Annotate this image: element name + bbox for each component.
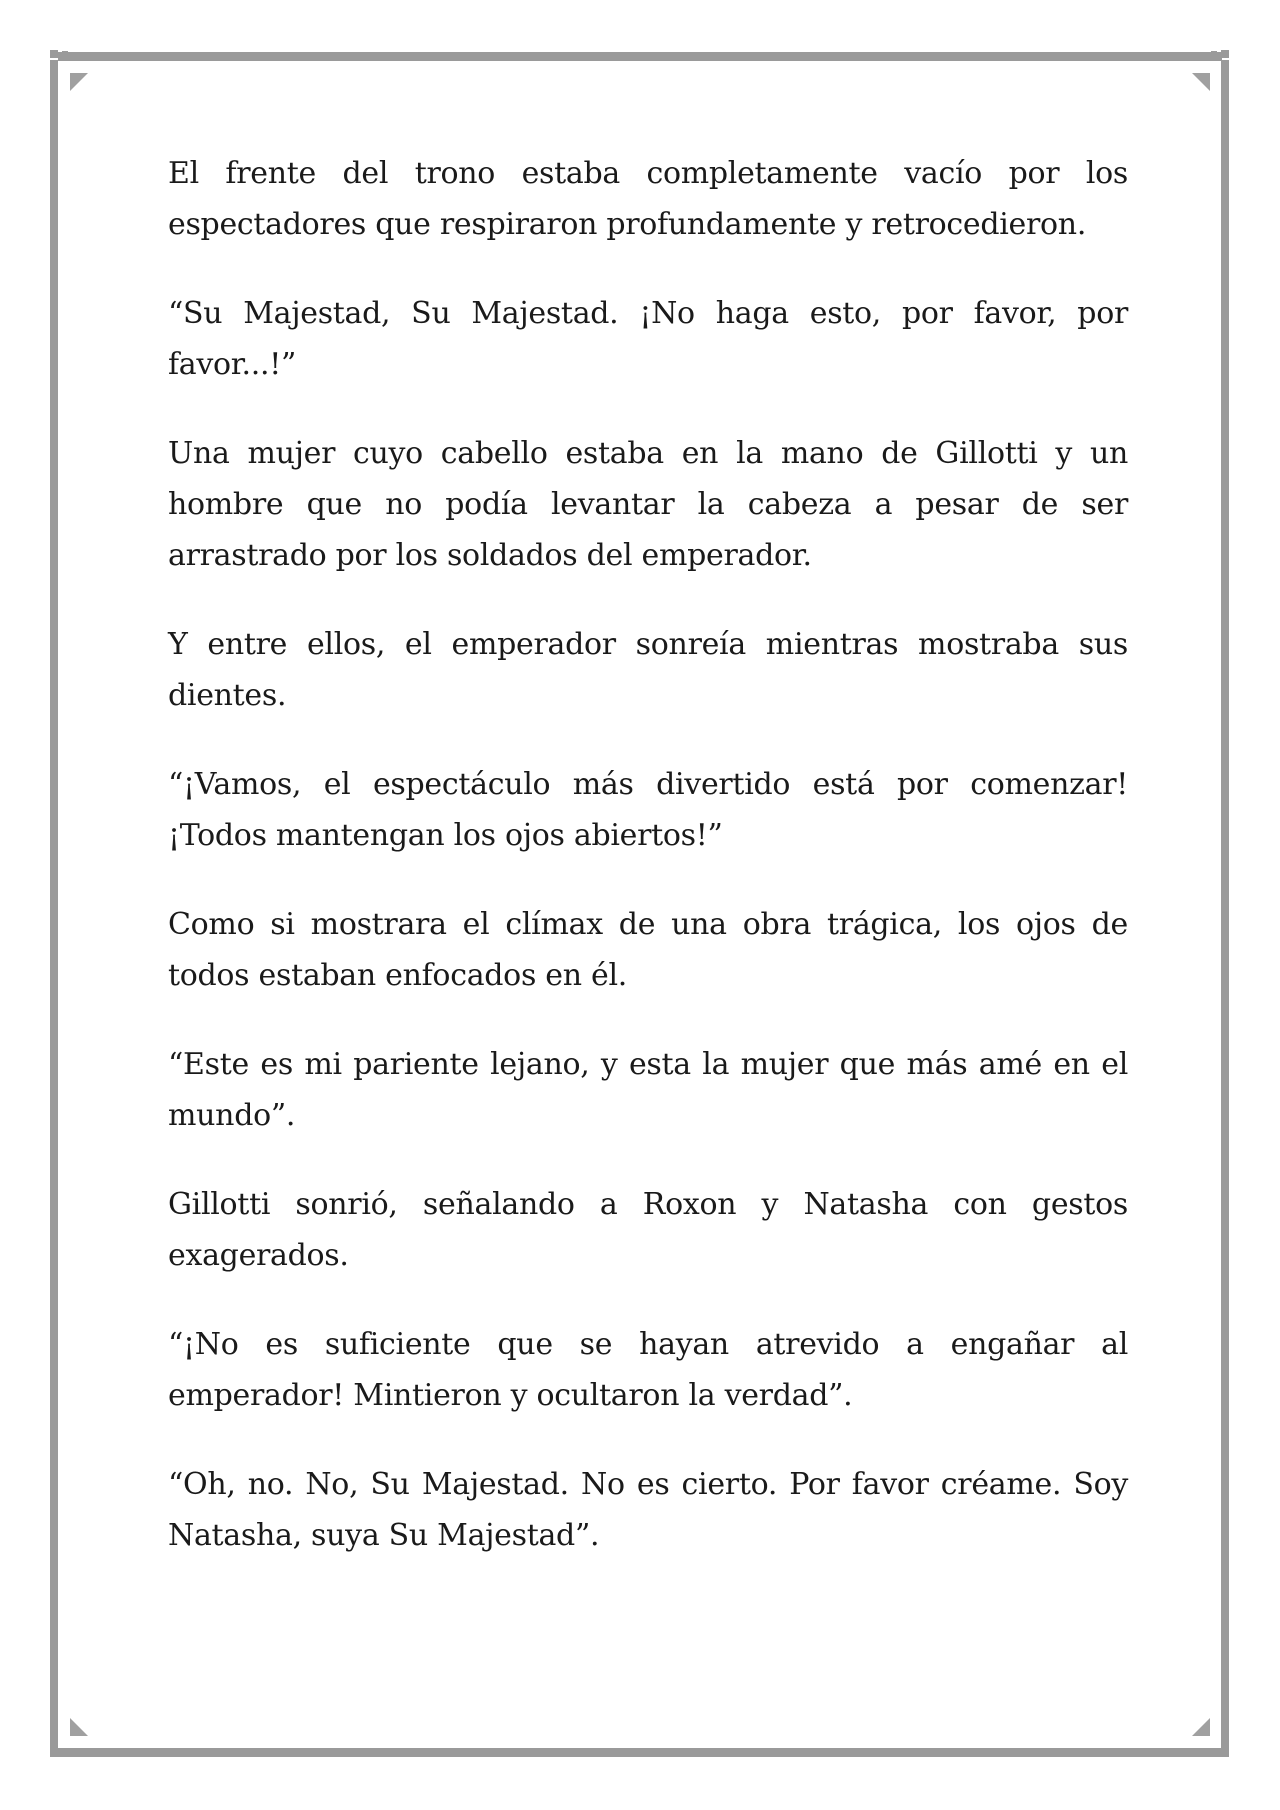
paragraph: “¡Vamos, el espectáculo más divertido está por comenzar! ¡Todos mantengan los ojos abiertos!” (168, 767, 1128, 853)
corner-ornament-top-left (50, 50, 58, 58)
corner-triangle-bottom-left (70, 1718, 88, 1736)
frame-left-border (50, 60, 58, 1750)
corner-ornament-bottom-right-dot (1222, 1739, 1228, 1745)
corner-ornament-bottom-right-dot (1211, 1750, 1217, 1756)
corner-ornament-bottom-left-dot (62, 1750, 68, 1756)
corner-ornament-top-right-dot (1211, 51, 1217, 57)
corner-ornament-top-right-dot (1222, 62, 1228, 68)
paragraph: Como si mostrara el clímax de una obra trágica, los ojos de todos estaban enfocados en él. (168, 907, 1128, 993)
paragraph: “Este es mi pariente lejano, y esta la mujer que más amé en el mundo”. (168, 1047, 1128, 1133)
frame-bottom-border (58, 1748, 1222, 1757)
corner-ornament-bottom-right (1221, 1749, 1229, 1757)
corner-ornament-top-left-dot (51, 62, 57, 68)
corner-triangle-top-left (70, 73, 88, 91)
corner-triangle-top-right (1192, 73, 1210, 91)
corner-ornament-top-right (1221, 50, 1229, 58)
paragraph: Gillotti sonrió, señalando a Roxon y Natasha con gestos exagerados. (168, 1187, 1128, 1273)
corner-triangle-bottom-right (1192, 1718, 1210, 1736)
paragraph: “Su Majestad, Su Majestad. ¡No haga esto, por favor, por favor...!” (168, 296, 1128, 382)
frame-right-border (1221, 60, 1229, 1750)
story-text (168, 148, 1128, 1599)
paragraph: Una mujer cuyo cabello estaba en la mano de Gillotti y un hombre que no podía levantar la cabeza a pesar de ser arrastrado por los soldados del emperador. (168, 436, 1128, 573)
corner-ornament-bottom-left (50, 1749, 58, 1757)
corner-ornament-top-left-dot (62, 51, 68, 57)
paragraph: El frente del trono estaba completamente vacío por los espectadores que respiraron profundamente y retrocedieron. (168, 156, 1128, 242)
paragraph: “Oh, no. No, Su Majestad. No es cierto. Por favor créame. Soy Natasha, suya Su Majestad”. (168, 1467, 1128, 1553)
corner-ornament-bottom-left-dot (51, 1739, 57, 1745)
frame-top-border (58, 52, 1222, 61)
paragraph: “¡No es suficiente que se hayan atrevido a engañar al emperador! Mintieron y ocultaron la verdad”. (168, 1327, 1128, 1413)
paragraph: Y entre ellos, el emperador sonreía mientras mostraba sus dientes. (168, 627, 1128, 713)
